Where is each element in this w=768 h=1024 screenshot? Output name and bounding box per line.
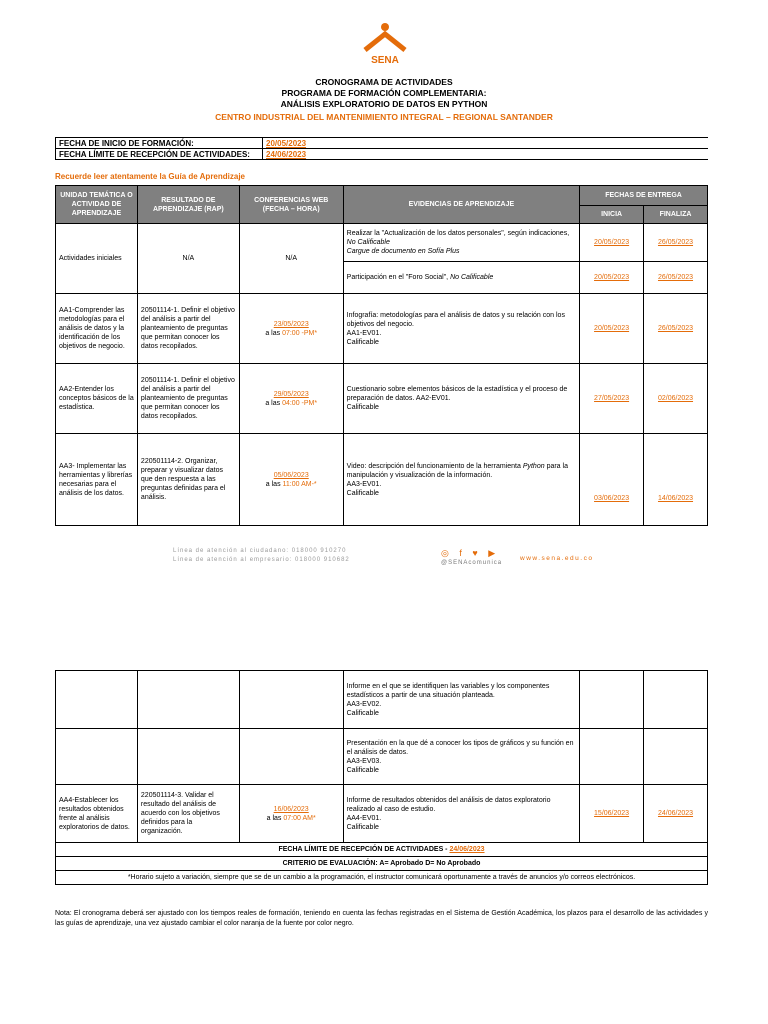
evid-cell: Presentación en la que dé a conocer los tipos de gráficos y su función en el análisis de datos. AA3-EV03. Calificable [343, 729, 580, 785]
start-date: 03/06/2023 [580, 434, 644, 526]
evid-cell: Video: descripción del funcionamiento de la herramienta Python para la manipulación y visualización de la información. AA3-EV01. Calificable [343, 434, 579, 526]
end-date: 26/05/2023 [644, 294, 708, 364]
citizen-line: Línea de atención al ciudadano: 018000 910270 [173, 548, 347, 554]
rap-cell: 220501114-3. Validar el resultado del análisis de acuerdo con los objetivos definidos para la organización. [137, 785, 239, 843]
adjustment-note: Nota: El cronograma deberá ser ajustado con los tiempos reales de formación, teniendo en cuenta las fechas registradas en el Sistema de Gestión Académica, los plazos para el desarrollo de las actividades y las guías de aprendizaje, una vez ajustado cambiar el color naranja de la fuente por color negro. [55, 910, 708, 927]
col-dates: FECHAS DE ENTREGA [580, 186, 708, 206]
svg-text:SENA: SENA [371, 55, 399, 66]
website: www.sena.edu.co [520, 555, 594, 562]
social-handle: @SENAcomunica [441, 560, 503, 566]
rap-cell: 20501114-1. Definir el objetivo del análisis a partir del planteamiento de preguntas que permitan conocer los datos recopilados. [137, 294, 239, 364]
col-conf: CONFERENCIAS WEB (FECHA – HORA) [239, 186, 343, 224]
doc-title: CRONOGRAMA DE ACTIVIDADES [315, 77, 453, 87]
end-date: 14/06/2023 [644, 434, 708, 526]
col-start: INICIA [580, 206, 644, 224]
info-table [55, 137, 708, 160]
limit-value: 24/06/2023 [263, 149, 709, 160]
col-rap: RESULTADO DE APRENDIZAJE (RAP) [137, 186, 239, 224]
unit-cell: Actividades iniciales [56, 224, 138, 294]
unit-cell: AA4-Establecer los resultados obtenidos frente al análisis exploratorios de datos. [56, 785, 138, 843]
rap-cell: 220501114-2. Organizar, preparar y visualizar datos que den respuesta a las preguntas definidas para el análisis. [137, 434, 239, 526]
schedule-note: *Horario sujeto a variación, siempre que se de un cambio a la programación, el instructor comunicará oportunamente a través de anuncios y/o correos electrónicos. [56, 871, 708, 885]
evid-cell: Participación en el "Foro Social", No Calificable [343, 262, 579, 294]
unit-cell: AA2-Entender los conceptos básicos de la estadística. [56, 364, 138, 434]
end-date: 02/06/2023 [644, 364, 708, 434]
start-value: 20/05/2023 [263, 138, 709, 149]
reminder: Recuerde leer atentamente la Guía de Aprendizaje [55, 172, 245, 181]
end-date: 24/06/2023 [644, 785, 708, 843]
conf-cell: 29/05/2023 a las 04:00 -PM* [239, 364, 343, 434]
evid-cell: Realizar la "Actualización de los datos personales", según indicaciones, No Calificable Cargue de documento en Sofía Plus [343, 224, 579, 262]
limit-label: FECHA LÍMITE DE RECEPCIÓN DE ACTIVIDADES: [56, 149, 263, 160]
conf-cell: 16/06/2023 a las 07:00 AM* [239, 785, 343, 843]
unit-cell: AA3- Implementar las herramientas y librerías necesarias para el análisis de los datos. [56, 434, 138, 526]
evaluation-criteria: CRITERIO DE EVALUACIÓN: A= Aprobado D= No Aprobado [56, 857, 708, 871]
conf-cell: 05/06/2023 a las 11:00 AM-* [239, 434, 343, 526]
evid-cell: Infografía: metodologías para el análisis de datos y su relación con los objetivos del negocio. AA1-EV01. Calificable [343, 294, 579, 364]
unit-cell: AA1-Comprender las metodologías para el análisis de datos y la identificación de los objetivos de negocio. [56, 294, 138, 364]
start-date: 15/06/2023 [580, 785, 644, 843]
limit-summary: FECHA LÍMITE DE RECEPCIÓN DE ACTIVIDADES - 24/06/2023 [56, 843, 708, 857]
conf-cell: N/A [239, 224, 343, 294]
start-label: FECHA DE INICIO DE FORMACIÓN: [56, 138, 263, 149]
program-name: ANÁLISIS EXPLORATORIO DE DATOS EN PYTHON [280, 99, 488, 109]
conf-cell: 23/05/2023 a las 07:00 -PM* [239, 294, 343, 364]
evid-cell: Informe en el que se identifiquen las variables y los componentes estadísticos a partir de una situación planteada. AA3-EV02. Calificable [343, 671, 580, 729]
rap-cell: 20501114-1. Definir el objetivo del análisis a partir del planteamiento de preguntas que permitan conocer los datos recopilados. [137, 364, 239, 434]
schedule-table-continued [55, 670, 708, 885]
end-date: 26/05/2023 [644, 224, 708, 262]
start-date: 27/05/2023 [580, 364, 644, 434]
end-date: 26/05/2023 [644, 262, 708, 294]
start-date: 20/05/2023 [580, 294, 644, 364]
schedule-table [55, 185, 708, 526]
program-label: PROGRAMA DE FORMACIÓN COMPLEMENTARIA: [281, 88, 487, 98]
sena-logo [359, 22, 411, 66]
start-date: 20/05/2023 [580, 224, 644, 262]
rap-cell: N/A [137, 224, 239, 294]
business-line: Línea de atención al empresario: 018000 910682 [173, 557, 350, 563]
col-evid: EVIDENCIAS DE APRENDIZAJE [343, 186, 579, 224]
evid-cell: Informe de resultados obtenidos del análisis de datos exploratorio realizado al caso de estudio. AA4-EV01. Calificable [343, 785, 580, 843]
center-name: CENTRO INDUSTRIAL DEL MANTENIMIENTO INTEGRAL – REGIONAL SANTANDER [215, 112, 553, 122]
col-unit: UNIDAD TEMÁTICA O ACTIVIDAD DE APRENDIZAJE [56, 186, 138, 224]
col-end: FINALIZA [644, 206, 708, 224]
start-date: 20/05/2023 [580, 262, 644, 294]
social-icons: ◎ f ♥ ▶ [441, 548, 500, 558]
evid-cell: Cuestionario sobre elementos básicos de la estadística y el proceso de preparación de datos. AA2-EV01. Calificable [343, 364, 579, 434]
